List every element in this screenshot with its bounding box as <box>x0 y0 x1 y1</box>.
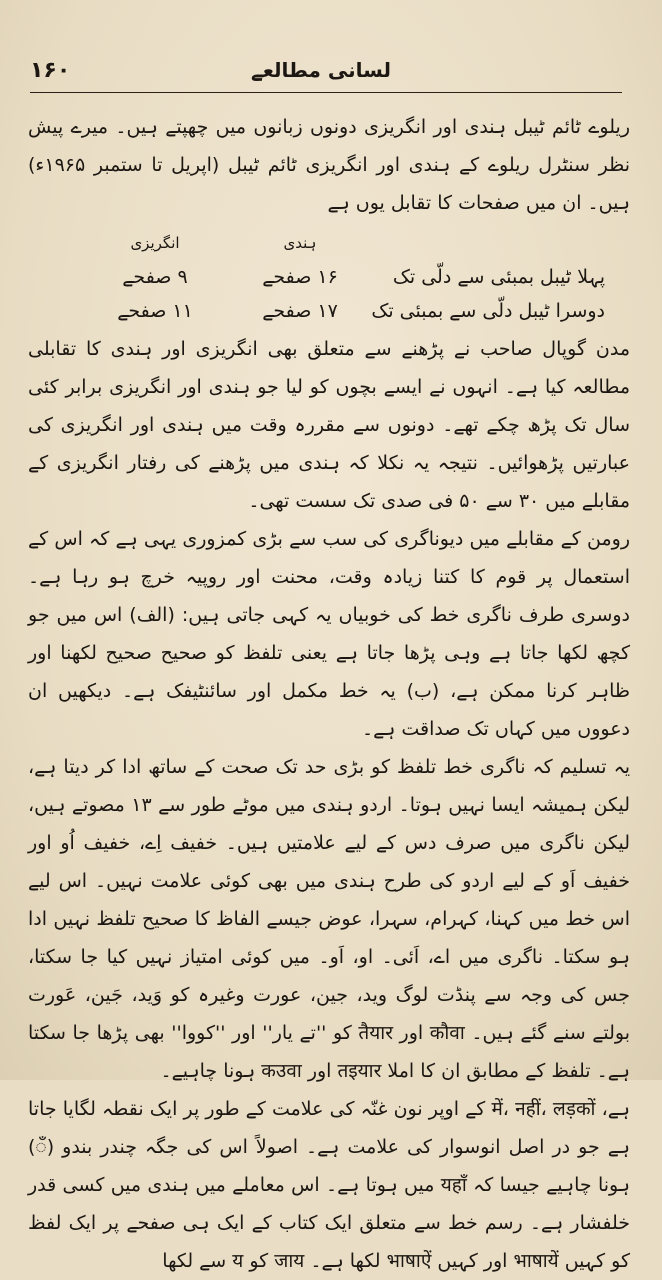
table-cell-hindi: ۱۶ صفحے <box>262 266 338 288</box>
table-cell-english: ۱۱ صفحے <box>117 300 193 322</box>
table-header-row <box>28 226 630 260</box>
table-cell-english: ۹ صفحے <box>122 266 188 288</box>
paragraph: یہ تسلیم کہ ناگری خط تلفظ کو بڑی حد تک صحت کے ساتھ ادا کر دیتا ہے، لیکن ہمیشہ ایسا نہیں ہوتا۔ اردو ہندی میں موٹے طور سے ۱۳ مصوتے ہیں، لیکن ناگری میں صرف دس کے لیے علامتیں ہیں۔ خفیف اِے، خفیف اُو اور خفیف اَو کے لیے اردو کی طرح ہندی میں بھی کوئی علامت نہیں۔ اس لیے اس خط میں کہنا، کہرام، سہرا، عوض جیسے الفاظ کا صحیح تلفظ نہیں ادا ہو سکتا۔ ناگری میں اے، اَئی۔ او، اَو۔ میں کوئی امتیاز نہیں کیا جا سکتا، جس کی وجہ سے پنڈت لوگ وید، جین، عورت وغیرہ کو وَید، جَین، عَورت بولتے سنے گئے ہیں۔ कौवा اور तैयार کو ''تے یار'' اور ''کووا'' بھی پڑھا جا سکتا ہے۔ تلفظ کے مطابق ان کا املا तइयार اور कउवा ہونا چاہیے۔ <box>28 756 631 1082</box>
table-cell-hindi: ۱۷ صفحے <box>262 300 338 322</box>
header-rule <box>30 92 622 93</box>
comparison-table <box>28 226 630 328</box>
paragraph: ہے، में، नहीं، लड़कों کے اوپر نون غنّہ کی علامت کے طور پر ایک نقطہ لگایا جاتا ہے جو در اصل انوسوار کی علامت ہے۔ اصولاً اس کی جگہ چندر بندو (ँ) ہونا چاہیے جیسا کہ यहाँ میں ہوتا ہے۔ اس معاملے میں ہندی میں کسی قدر خلفشار ہے۔ رسم خط سے متعلق ایک کتاب کے ایک ہی صفحے پر ایک لفظ کو کہیں भाषायें اور کہیں भाषाऐं لکھا ہے۔ जाय کو य سے لکھا <box>28 1098 630 1272</box>
body-text <box>28 108 630 1280</box>
running-title: لسانی مطالعے <box>251 58 391 82</box>
paragraph: رومن کے مقابلے میں دیوناگری کی سب سے بڑی کمزوری یہی ہے کہ اس کے استعمال پر قوم کا کتنا زیادہ وقت، محنت اور روپیہ خرچ ہو رہا ہے۔ دوسری طرف ناگری خط کی خوبیاں یہ کہی جاتی ہیں: (الف) اس میں جو کچھ لکھا جاتا ہے وہی پڑھا جاتا ہے یعنی تلفظ کو صحیح صحیح لکھنا اور ظاہر کرنا ممکن ہے، (ب) یہ خط مکمل اور سائنٹیفک ہے۔ دیکھیں ان دعووں میں کہاں تک صداقت ہے۔ <box>28 528 630 740</box>
table-row-label: پہلا ٹیبل بمبئی سے دلّی تک <box>392 266 605 288</box>
page-header <box>30 58 612 92</box>
table-row <box>28 294 630 328</box>
table-row <box>28 260 630 294</box>
paragraph: ریلوے ٹائم ٹیبل ہندی اور انگریزی دونوں زبانوں میں چھپتے ہیں۔ میرے پیش نظر سنٹرل ریلوے کے ہندی اور انگریزی ٹائم ٹیبل (اپریل تا ستمبر ۱۹۶۵ء) ہیں۔ ان میں صفحات کا تقابل یوں ہے <box>28 116 630 214</box>
table-header-english: انگریزی <box>130 234 180 252</box>
table-row-label: دوسرا ٹیبل دلّی سے بمبئی تک <box>371 300 605 322</box>
table-header-hindi: ہندی <box>283 234 317 252</box>
page-number: ۱۶۰ <box>30 58 71 83</box>
paragraph: مدن گوپال صاحب نے پڑھنے سے متعلق بھی انگریزی اور ہندی کا تقابلی مطالعہ کیا ہے۔ انہوں نے ایسے بچوں کو لیا جو ہندی اور انگریزی برابر کئی سال تک پڑھ چکے تھے۔ دونوں سے مقررہ وقت میں ہندی اور انگریزی کی عبارتیں پڑھوائیں۔ نتیجہ یہ نکلا کہ ہندی میں پڑھنے کی رفتار انگریزی کے مقابلے میں ۳۰ سے ۵۰ فی صدی تک سست تھی۔ <box>28 338 630 512</box>
